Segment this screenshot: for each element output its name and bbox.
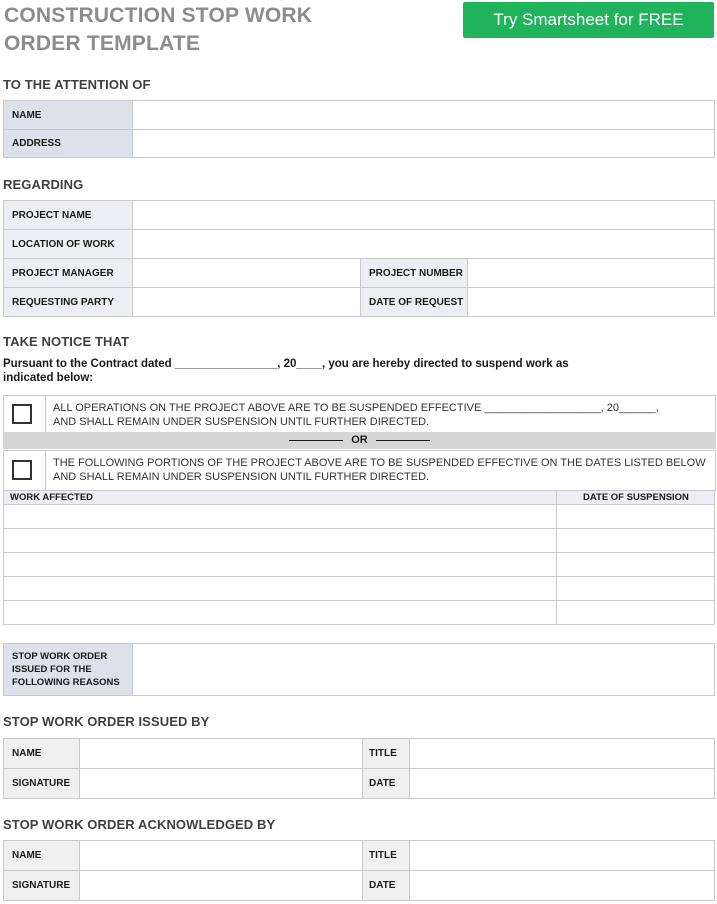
issued-name-label: NAME bbox=[4, 739, 80, 769]
work-affected-cell[interactable] bbox=[4, 529, 557, 553]
work-affected-cell[interactable] bbox=[4, 505, 557, 529]
or-label: OR bbox=[351, 434, 368, 446]
page-title bbox=[4, 2, 444, 58]
ack-name-label: NAME bbox=[4, 841, 80, 871]
try-smartsheet-button[interactable]: Try Smartsheet for FREE bbox=[463, 2, 714, 38]
project-number-field[interactable] bbox=[468, 259, 715, 288]
project-name-field[interactable] bbox=[133, 201, 715, 230]
divider bbox=[45, 451, 46, 490]
or-rule-left bbox=[289, 440, 343, 441]
option-all-operations bbox=[3, 395, 716, 433]
option-all-line-2: AND SHALL REMAIN UNDER SUSPENSION UNTIL FURTHER DIRECTED. bbox=[53, 416, 430, 428]
issued-signature-field[interactable] bbox=[80, 769, 363, 799]
ack-date-field[interactable] bbox=[410, 871, 715, 901]
divider bbox=[45, 396, 46, 432]
reasons-field[interactable] bbox=[133, 644, 715, 696]
project-manager-label: PROJECT MANAGER bbox=[4, 259, 133, 288]
issued-signature-label: SIGNATURE bbox=[4, 769, 80, 799]
pursuant-line-2: indicated below: bbox=[3, 372, 94, 384]
option-all-line-1: ALL OPERATIONS ON THE PROJECT ABOVE ARE TO BE SUSPENDED EFFECTIVE ___________________, 20______, bbox=[53, 402, 659, 414]
project-manager-field[interactable] bbox=[133, 259, 361, 288]
attention-heading: TO THE ATTENTION OF bbox=[3, 77, 151, 92]
reasons-table bbox=[3, 643, 715, 696]
date-of-suspension-header: DATE OF SUSPENSION bbox=[557, 491, 715, 505]
reasons-label-line-1: STOP WORK ORDER bbox=[12, 651, 108, 662]
date-of-suspension-cell[interactable] bbox=[557, 553, 715, 577]
location-field[interactable] bbox=[133, 230, 715, 259]
issued-by-table bbox=[3, 738, 715, 799]
date-of-request-field[interactable] bbox=[468, 288, 715, 317]
ack-date-label: DATE bbox=[363, 871, 410, 901]
address-field[interactable] bbox=[133, 130, 715, 158]
location-label: LOCATION OF WORK bbox=[4, 230, 133, 259]
work-affected-cell[interactable] bbox=[4, 553, 557, 577]
option-portions-line-1: THE FOLLOWING PORTIONS OF THE PROJECT ABOVE ARE TO BE SUSPENDED EFFECTIVE ON THE DATES LISTED BELOW bbox=[53, 457, 706, 469]
work-affected-cell[interactable] bbox=[4, 577, 557, 601]
option-portions-text bbox=[53, 456, 707, 484]
name-label: NAME bbox=[4, 101, 133, 130]
ack-title-field[interactable] bbox=[410, 841, 715, 871]
acknowledged-by-heading: STOP WORK ORDER ACKNOWLEDGED BY bbox=[3, 817, 276, 832]
name-field[interactable] bbox=[133, 101, 715, 130]
date-of-suspension-cell[interactable] bbox=[557, 577, 715, 601]
requesting-party-field[interactable] bbox=[133, 288, 361, 317]
title-line-2: ORDER TEMPLATE bbox=[4, 32, 201, 55]
regarding-heading: REGARDING bbox=[3, 177, 84, 192]
project-name-label: PROJECT NAME bbox=[4, 201, 133, 230]
project-number-label: PROJECT NUMBER bbox=[361, 259, 468, 288]
or-rule-right bbox=[376, 440, 430, 441]
date-of-suspension-cell[interactable] bbox=[557, 529, 715, 553]
reasons-label bbox=[4, 644, 133, 696]
option-portions-line-2: AND SHALL REMAIN UNDER SUSPENSION UNTIL FURTHER DIRECTED. bbox=[53, 471, 430, 483]
date-of-suspension-cell[interactable] bbox=[557, 505, 715, 529]
regarding-table bbox=[3, 200, 715, 317]
pursuant-text bbox=[3, 357, 603, 385]
reasons-label-line-3: FOLLOWING REASONS bbox=[12, 677, 120, 688]
address-label: ADDRESS bbox=[4, 130, 133, 158]
work-affected-table bbox=[3, 490, 715, 625]
option-following-portions bbox=[3, 450, 716, 491]
ack-name-field[interactable] bbox=[80, 841, 363, 871]
following-portions-checkbox[interactable] bbox=[12, 460, 32, 480]
work-affected-cell[interactable] bbox=[4, 601, 557, 625]
option-all-text bbox=[53, 401, 707, 429]
issued-date-label: DATE bbox=[363, 769, 410, 799]
reasons-label-line-2: ISSUED FOR THE bbox=[12, 664, 92, 675]
all-operations-checkbox[interactable] bbox=[12, 404, 32, 424]
work-affected-header: WORK AFFECTED bbox=[4, 491, 557, 505]
ack-signature-label: SIGNATURE bbox=[4, 871, 80, 901]
requesting-party-label: REQUESTING PARTY bbox=[4, 288, 133, 317]
issued-date-field[interactable] bbox=[410, 769, 715, 799]
acknowledged-by-table bbox=[3, 840, 715, 901]
attention-table bbox=[3, 100, 715, 158]
issued-name-field[interactable] bbox=[80, 739, 363, 769]
or-separator bbox=[3, 432, 716, 449]
notice-heading: TAKE NOTICE THAT bbox=[3, 334, 130, 349]
ack-signature-field[interactable] bbox=[80, 871, 363, 901]
date-of-request-label: DATE OF REQUEST bbox=[361, 288, 468, 317]
issued-title-field[interactable] bbox=[410, 739, 715, 769]
issued-by-heading: STOP WORK ORDER ISSUED BY bbox=[3, 714, 210, 729]
issued-title-label: TITLE bbox=[363, 739, 410, 769]
title-line-1: CONSTRUCTION STOP WORK bbox=[4, 4, 313, 27]
ack-title-label: TITLE bbox=[363, 841, 410, 871]
date-of-suspension-cell[interactable] bbox=[557, 601, 715, 625]
pursuant-line-1: Pursuant to the Contract dated ________________, 20____, you are hereby directed to suspend work as bbox=[3, 358, 569, 370]
